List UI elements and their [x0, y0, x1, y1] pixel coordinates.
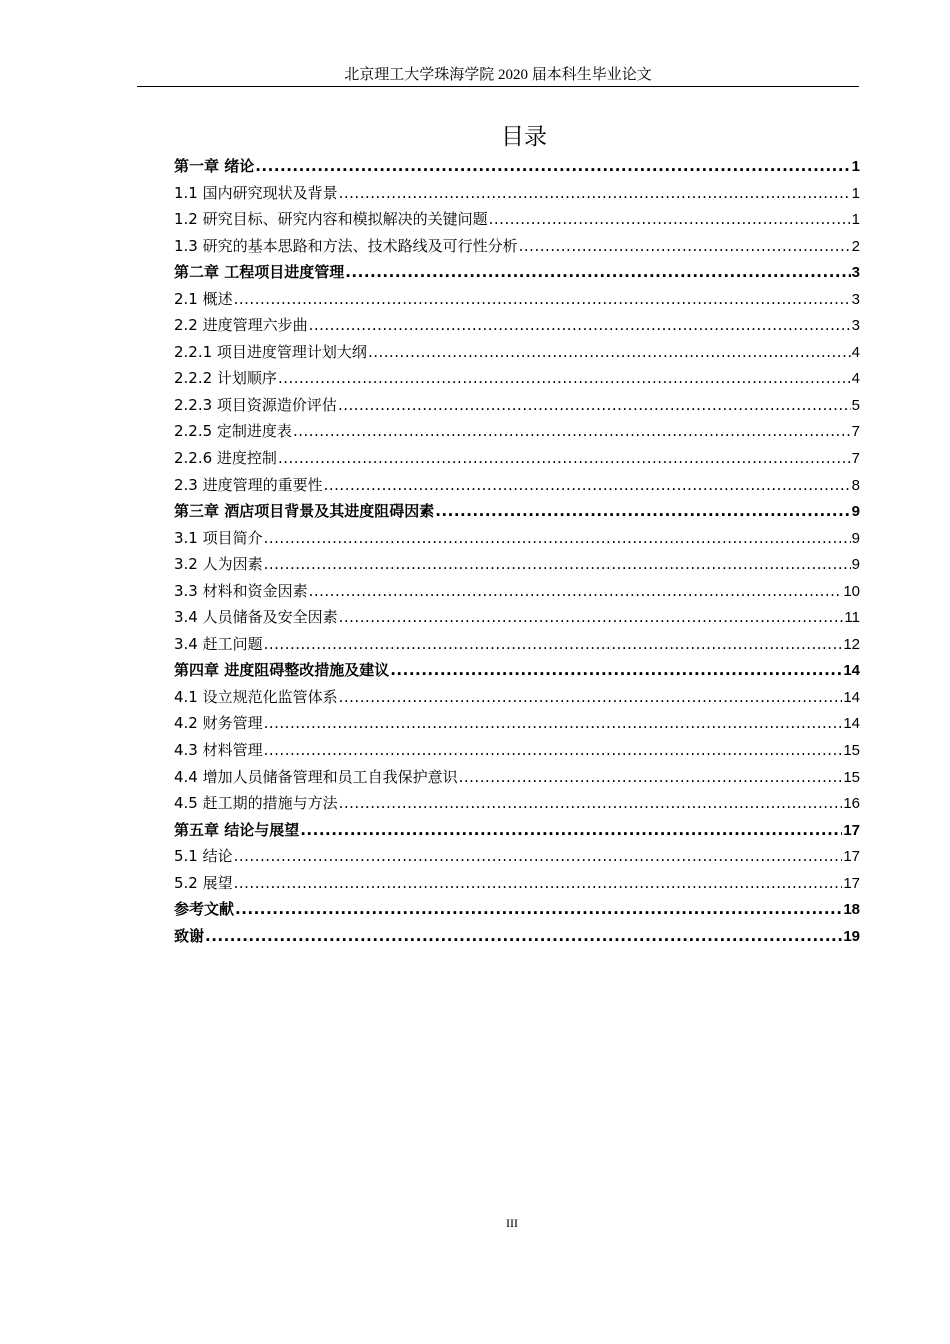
toc-entry-section[interactable] [174, 710, 860, 737]
toc-dot-leader [255, 153, 850, 180]
toc-dot-leader [264, 631, 843, 658]
toc-entry-page-number: 14 [843, 688, 860, 706]
toc-entry-page-number: 15 [843, 742, 860, 760]
toc-entry-label: 2.2.2 计划顺序 [174, 369, 277, 388]
toc-entry-page-number: 18 [843, 901, 860, 919]
toc-entry-page-number: 14 [843, 715, 860, 733]
toc-entry-page-number: 15 [843, 768, 860, 786]
toc-dot-leader [234, 870, 843, 897]
toc-dot-leader [339, 180, 851, 207]
toc-entry-label: 4.3 材料管理 [174, 741, 263, 760]
toc-entry-page-number: 7 [851, 423, 860, 441]
toc-dot-leader [293, 418, 851, 445]
toc-entry-page-number: 1 [851, 184, 860, 202]
toc-entry-label: 第二章 工程项目进度管理 [174, 263, 345, 282]
toc-entry-label: 4.2 财务管理 [174, 714, 263, 733]
toc-dot-leader [309, 578, 843, 605]
toc-dot-leader [205, 923, 842, 950]
toc-entry-page-number: 12 [843, 635, 860, 653]
toc-entry-section[interactable] [174, 684, 860, 711]
toc-entry-section[interactable] [174, 392, 860, 419]
toc-entry-page-number: 4 [851, 370, 860, 388]
toc-dot-leader [489, 206, 851, 233]
toc-entry-page-number: 1 [851, 158, 860, 175]
toc-entry-label: 第一章 绪论 [174, 157, 255, 175]
toc-dot-leader [234, 286, 851, 313]
toc-entry-section[interactable] [174, 418, 860, 445]
toc-entry-label: 4.5 赶工期的措施与方法 [174, 794, 338, 813]
toc-entry-section[interactable] [174, 472, 860, 499]
toc-dot-leader [300, 817, 842, 844]
toc-dot-leader [264, 525, 851, 552]
toc-entry-page-number: 17 [843, 874, 860, 892]
toc-entry-chapter[interactable] [174, 153, 860, 180]
toc-entry-section[interactable] [174, 843, 860, 870]
toc-entry-label: 2.2.6 进度控制 [174, 449, 277, 468]
toc-entry-label: 5.2 展望 [174, 873, 233, 892]
toc-dot-leader [390, 657, 842, 684]
toc-entry-section[interactable] [174, 551, 860, 578]
toc-entry-chapter[interactable] [174, 259, 860, 286]
toc-entry-page-number: 9 [851, 556, 860, 574]
toc-entry-section[interactable] [174, 870, 860, 897]
toc-entry-chapter[interactable] [174, 498, 860, 525]
toc-entry-page-number: 9 [851, 529, 860, 547]
toc-dot-leader [235, 896, 842, 923]
toc-entry-page-number: 9 [851, 503, 860, 521]
toc-entry-section[interactable] [174, 604, 860, 631]
toc-entry-section[interactable] [174, 445, 860, 472]
toc-entry-label: 3.3 材料和资金因素 [174, 581, 308, 600]
toc-entry-section[interactable] [174, 737, 860, 764]
toc-dot-leader [264, 737, 843, 764]
toc-dot-leader [345, 259, 850, 286]
toc-entry-page-number: 10 [843, 582, 860, 600]
toc-dot-leader [278, 445, 851, 472]
toc-dot-leader [324, 472, 851, 499]
toc-entry-section[interactable] [174, 312, 860, 339]
toc-dot-leader [339, 790, 843, 817]
toc-entry-label: 3.4 赶工问题 [174, 634, 263, 653]
toc-entry-label: 3.2 人为因素 [174, 555, 263, 574]
toc-entry-label: 2.1 概述 [174, 289, 233, 308]
running-header: 北京理工大学珠海学院 2020 届本科生毕业论文 [344, 67, 652, 83]
toc-dot-leader [368, 339, 851, 366]
toc-entry-section[interactable] [174, 578, 860, 605]
toc-dot-leader [338, 392, 851, 419]
toc-entry-section[interactable] [174, 525, 860, 552]
toc-entry-label: 3.4 人员储备及安全因素 [174, 608, 338, 627]
toc-entry-label: 第五章 结论与展望 [174, 820, 300, 839]
toc-entry-page-number: 3 [851, 317, 860, 335]
toc-dot-leader [234, 843, 843, 870]
table-of-contents [174, 153, 860, 949]
toc-entry-label: 2.3 进度管理的重要性 [174, 475, 323, 494]
toc-entry-page-number: 11 [844, 609, 860, 627]
toc-entry-label: 2.2.3 项目资源造价评估 [174, 395, 337, 414]
toc-entry-page-number: 7 [851, 450, 860, 468]
page-number: III [506, 1216, 518, 1230]
toc-entry-page-number: 2 [851, 237, 860, 255]
toc-entry-page-number: 17 [843, 848, 860, 866]
toc-entry-section[interactable] [174, 631, 860, 658]
header-rule [137, 86, 859, 87]
toc-entry-label: 1.2 研究目标、研究内容和模拟解决的关键问题 [174, 210, 488, 229]
toc-dot-leader [519, 233, 851, 260]
toc-entry-chapter[interactable] [174, 896, 860, 923]
toc-entry-page-number: 3 [851, 264, 860, 282]
toc-dot-leader [339, 604, 844, 631]
toc-entry-section[interactable] [174, 206, 860, 233]
toc-entry-label: 5.1 结论 [174, 847, 233, 866]
toc-entry-label: 1.3 研究的基本思路和方法、技术路线及可行性分析 [174, 236, 518, 255]
toc-entry-section[interactable] [174, 286, 860, 313]
toc-dot-leader [339, 684, 843, 711]
toc-entry-section[interactable] [174, 339, 860, 366]
toc-entry-label: 2.2.1 项目进度管理计划大纲 [174, 342, 367, 361]
toc-entry-label: 4.4 增加人员储备管理和员工自我保护意识 [174, 767, 458, 786]
toc-entry-label: 1.1 国内研究现状及背景 [174, 183, 338, 202]
toc-entry-section[interactable] [174, 365, 860, 392]
toc-entry-page-number: 17 [843, 821, 860, 839]
toc-entry-label: 第四章 进度阻碍整改措施及建议 [174, 661, 390, 680]
toc-entry-label: 参考文献 [174, 900, 235, 919]
toc-entry-page-number: 3 [851, 290, 860, 308]
toc-entry-page-number: 19 [843, 927, 860, 945]
toc-entry-page-number: 14 [843, 662, 860, 680]
toc-entry-label: 2.2 进度管理六步曲 [174, 316, 308, 335]
toc-entry-page-number: 4 [851, 343, 860, 361]
toc-entry-label: 2.2.5 定制进度表 [174, 422, 292, 441]
toc-title: 目录 [501, 124, 547, 150]
toc-dot-leader [278, 365, 851, 392]
toc-entry-page-number: 5 [851, 396, 860, 414]
toc-entry-section[interactable] [174, 180, 860, 207]
toc-entry-label: 3.1 项目简介 [174, 528, 263, 547]
toc-entry-page-number: 16 [843, 795, 860, 813]
toc-entry-label: 致谢 [174, 926, 205, 945]
toc-entry-chapter[interactable] [174, 923, 860, 950]
toc-dot-leader [435, 498, 850, 525]
toc-entry-page-number: 8 [851, 476, 860, 494]
toc-entry-label: 第三章 酒店项目背景及其进度阻碍因素 [174, 502, 435, 521]
toc-entry-chapter[interactable] [174, 817, 860, 844]
toc-dot-leader [264, 710, 843, 737]
toc-dot-leader [309, 312, 851, 339]
toc-entry-chapter[interactable] [174, 657, 860, 684]
toc-dot-leader [459, 764, 843, 791]
toc-entry-section[interactable] [174, 790, 860, 817]
toc-entry-section[interactable] [174, 233, 860, 260]
toc-entry-label: 4.1 设立规范化监管体系 [174, 687, 338, 706]
toc-dot-leader [264, 551, 851, 578]
toc-entry-page-number: 1 [851, 211, 860, 229]
toc-entry-section[interactable] [174, 764, 860, 791]
